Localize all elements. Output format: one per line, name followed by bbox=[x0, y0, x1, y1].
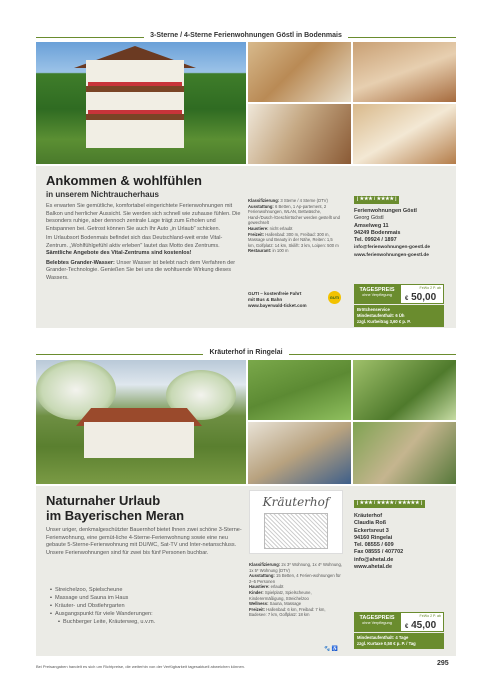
price-box: TAGESPREIS ohne Verpflegung FeWo 2 P. ab € 45,00 bbox=[354, 612, 444, 632]
guti-logo: GUTi bbox=[328, 291, 341, 304]
list-item: • Streichelzoo, Spielscheune bbox=[50, 586, 240, 594]
section-title: Kräuterhof in Ringelai bbox=[36, 349, 456, 359]
website-link[interactable]: www.ahetal.de bbox=[354, 564, 393, 571]
facts-list: Klassifizierung: 3 Sterne / 4 Sterne (DTV) Ausstattung: 6 Betten, 1 Ap-partement, 2 Ferienwohnungen, WLAN, Bettwäsche, Hand-/Dusch-/Geschirrtücher werden gestellt und gewechselt Haustiere: nicht erlaubt Freizeit: Hallenbad: 300 m, Freibad: 300 m, Massage und Beauty in der Nähe, Reiten: 1,5 km, Golfplatz: 14 km, Skilift: 3 km, Loipen: 500 m Restaurant: in 100 m bbox=[248, 198, 340, 254]
email-link[interactable]: info@ferienwohnungen-goestl.de bbox=[354, 245, 431, 251]
page-number: 295 bbox=[437, 660, 449, 667]
price-notes: Mindestaufenthalt: 4 Tage zzgl. Kurtaxe 0,50 € p. P. / Tag bbox=[354, 633, 444, 649]
garden-photo bbox=[248, 360, 351, 420]
contact-block: Ferienwohnungen Göstl Georg Göstl Amselweg 11 94249 Bodenmais Tel. 09924 / 1897 info@ferienwohnungen-goestl.de www.ferienwohnungen-goestl.de bbox=[354, 208, 454, 259]
room-photo bbox=[248, 104, 351, 164]
house-photo bbox=[36, 42, 246, 164]
price-box: TAGESPREIS ohne Verpflegung FeWo 2 P. ab € 50,00 bbox=[354, 284, 444, 304]
list-item: • Kräuter- und Obstlehrgarten bbox=[50, 602, 240, 610]
goats-photo bbox=[353, 422, 456, 484]
description: Unser uriger, denkmalgeschützter Bauernhof bietet Ihnen zwei schöne 3-Sterne-Ferienwohnung, eine gemüt-liche 4-Sterne-Ferienwohnung sowie eine neu gebaute 5-Sterne-Ferienwohnung mit DU/WC, Sat-TV und Inter-netanschluss. Unsere Ferienwohnungen sind für zwei bis fünf Personen buchbar. bbox=[46, 527, 242, 556]
description: Es erwarten Sie gemütliche, komfortabel eingerichtete Ferienwohnungen mit Balkon und herrlicher Aussicht. Sie werden sich schnell wie zuhause fühlen. Die besonders ruhige, aber dennoch zentrale Lage trägt zum Erholen und Entspannen bei. Getrost können Sie auch Ihr Auto „in Urlaub" schicken. Im Urlaubsort Bodenmais befindet sich das Deutschland-weit erste Vital-Zentrum. „Wohlfühlgefühl aktiv erleben" lautet das Motto des Zentrums. Sämtliche Angebote des Vital-Zentrums sind kostenlos! Belebtes Grander-Wasser: Unser Wasser ist belebt nach dem Verfahren der Grander-Technologie. Genießen Sie bei uns die wohltuende Wirkung dieses Wassers. bbox=[46, 203, 241, 281]
section-title: 3-Sterne / 4-Sterne Ferienwohnungen Göstl in Bodenmais bbox=[36, 32, 456, 42]
facility-icons: 🐾 ♿ bbox=[324, 646, 338, 652]
headline: Naturnaher Urlaub im Bayerischen Meran bbox=[46, 493, 185, 523]
contact-block: Kräuterhof Claudia Roß Eckertsreut 3 94160 Ringelai Tel. 08555 / 609 Fax 08555 / 407702 info@ahetal.de www.ahetal.de bbox=[354, 513, 454, 571]
website-link[interactable]: www.ferienwohnungen-goestl.de bbox=[354, 252, 429, 258]
star-rating-badge: | ★★★ / ★★★★ / ★★★★★ | bbox=[354, 500, 425, 508]
features-list bbox=[50, 586, 240, 626]
room-photo bbox=[353, 104, 456, 164]
interior-photo bbox=[248, 422, 351, 484]
list-item: • Massage und Sauna im Haus bbox=[50, 594, 240, 602]
playground-photo bbox=[353, 360, 456, 420]
room-photo bbox=[248, 42, 351, 102]
kraeuterhof-logo: Kräuterhof bbox=[249, 490, 343, 554]
facts-list: Klassifizierung: 2x 3* Wohnung, 1x 4* Wohnung, 1x 5* Wohnung (DTV) Ausstattung: 15 Betten, 4 Ferien-wohnungen für 2–5 Personen Haustiere: erlaubt Kinder: Spielplatz, Spielscheune, Kinderermäßigung, Streichelzoo Wellness: Sauna, Massage Freizeit: Hallenbad: 6 km, Freibad: 7 km, Badesee: 7 km, Golfplatz: 18 km bbox=[249, 562, 342, 618]
star-rating-badge: | ★★★ / ★★★★ | bbox=[354, 196, 399, 204]
email-link[interactable]: info@ahetal.de bbox=[354, 556, 394, 563]
guti-info: GUTI – kostenfreie Fahrt mit Bus & Bahn www.bayerwald-ticket.com bbox=[248, 291, 307, 308]
subheadline: in unserem Nichtraucherhaus bbox=[46, 190, 159, 199]
list-item: • Ausgangspunkt für viele Wanderungen: bbox=[50, 610, 240, 618]
list-item: • Buchberger Leite, Kräuterweg, u.v.m. bbox=[50, 618, 240, 626]
room-photo bbox=[353, 42, 456, 102]
price-notes: Brötchenservice Mindestaufenthalt: 6 Üh zzgl. Kurbeitrag 3,60 € p. P. bbox=[354, 305, 444, 327]
farmhouse-photo bbox=[36, 360, 246, 484]
headline: Ankommen & wohlfühlen bbox=[46, 173, 202, 188]
footnote: Bei Preisangaben handelt es sich um Richtpreise, die weiterhin von der Verfügbarkeit tagesaktuell abweichen können. bbox=[36, 664, 246, 669]
